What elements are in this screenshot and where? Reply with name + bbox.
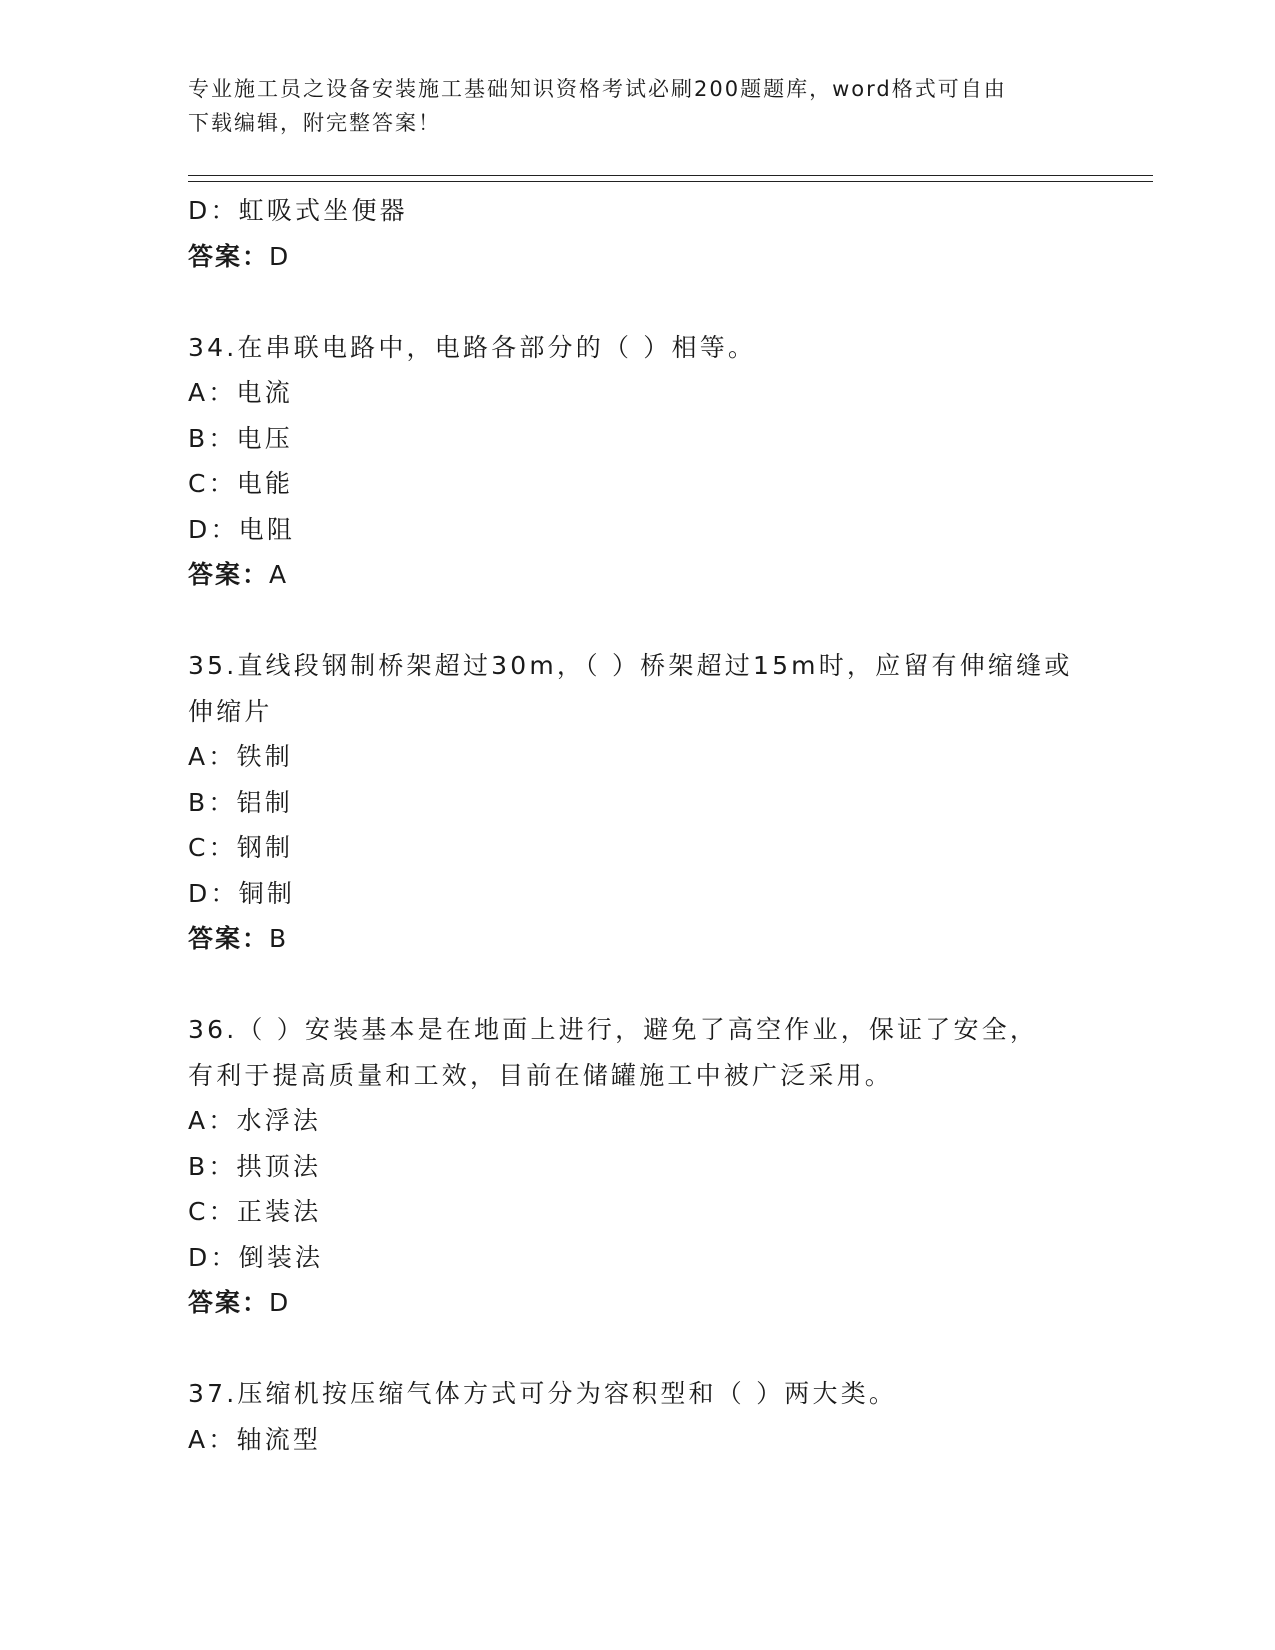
option-c: C：钢制 bbox=[188, 833, 294, 862]
answer-label: 答案： bbox=[188, 1288, 270, 1317]
question-33-tail bbox=[188, 188, 1108, 279]
answer-label: 答案： bbox=[188, 924, 270, 953]
option-b: B：拱顶法 bbox=[188, 1151, 322, 1181]
answer-value: A bbox=[269, 560, 288, 589]
question-text-continued: 有利于提高质量和工效，目前在储罐施工中被广泛采用。 bbox=[188, 1060, 894, 1090]
answer-label: 答案： bbox=[188, 241, 270, 271]
question-text-continued: 伸缩片 bbox=[188, 696, 273, 726]
option-c: C：电能 bbox=[188, 469, 294, 498]
header-rule-top bbox=[188, 175, 1153, 176]
answer-line bbox=[188, 234, 1108, 280]
answer-label: 答案： bbox=[188, 560, 270, 589]
answer-value: B bbox=[269, 924, 288, 953]
header-line-1: 专业施工员之设备安装施工基础知识资格考试必刷200题题库，word格式可自由 bbox=[188, 77, 1007, 101]
question-37 bbox=[188, 1371, 1108, 1462]
question-text: 36.（ ）安装基本是在地面上进行，避免了高空作业，保证了安全， bbox=[188, 1015, 1039, 1044]
question-35 bbox=[188, 643, 1108, 962]
option-b: B：电压 bbox=[188, 423, 293, 453]
question-text: 37.压缩机按压缩气体方式可分为容积型和（ ）两大类。 bbox=[188, 1379, 898, 1408]
option-a: A：电流 bbox=[188, 378, 293, 407]
question-text: 34.在串联电路中，电路各部分的（ ）相等。 bbox=[188, 332, 757, 362]
option-a: A：水浮法 bbox=[188, 1106, 322, 1135]
document-body bbox=[188, 188, 1108, 1462]
question-34 bbox=[188, 325, 1108, 598]
question-36 bbox=[188, 1007, 1108, 1326]
document-header bbox=[188, 72, 1088, 140]
answer-line bbox=[188, 916, 1108, 962]
option-b: B：铝制 bbox=[188, 787, 293, 817]
question-text: 35.直线段钢制桥架超过30m，（ ）桥架超过15m时，应留有伸缩缝或 bbox=[188, 651, 1073, 680]
option-a: A：铁制 bbox=[188, 742, 293, 771]
option-d: D：铜制 bbox=[188, 878, 296, 908]
option-d: D：虹吸式坐便器 bbox=[188, 196, 408, 225]
option-a: A：轴流型 bbox=[188, 1424, 322, 1454]
option-d: D：倒装法 bbox=[188, 1242, 324, 1272]
header-line-2: 下载编辑，附完整答案！ bbox=[188, 111, 441, 135]
answer-line bbox=[188, 552, 1108, 598]
option-d: D：电阻 bbox=[188, 514, 296, 544]
answer-value: D bbox=[269, 1288, 290, 1317]
answer-line bbox=[188, 1280, 1108, 1326]
header-rule-bottom bbox=[188, 181, 1153, 182]
answer-value: D bbox=[269, 241, 290, 271]
option-c: C：正装法 bbox=[188, 1197, 322, 1226]
